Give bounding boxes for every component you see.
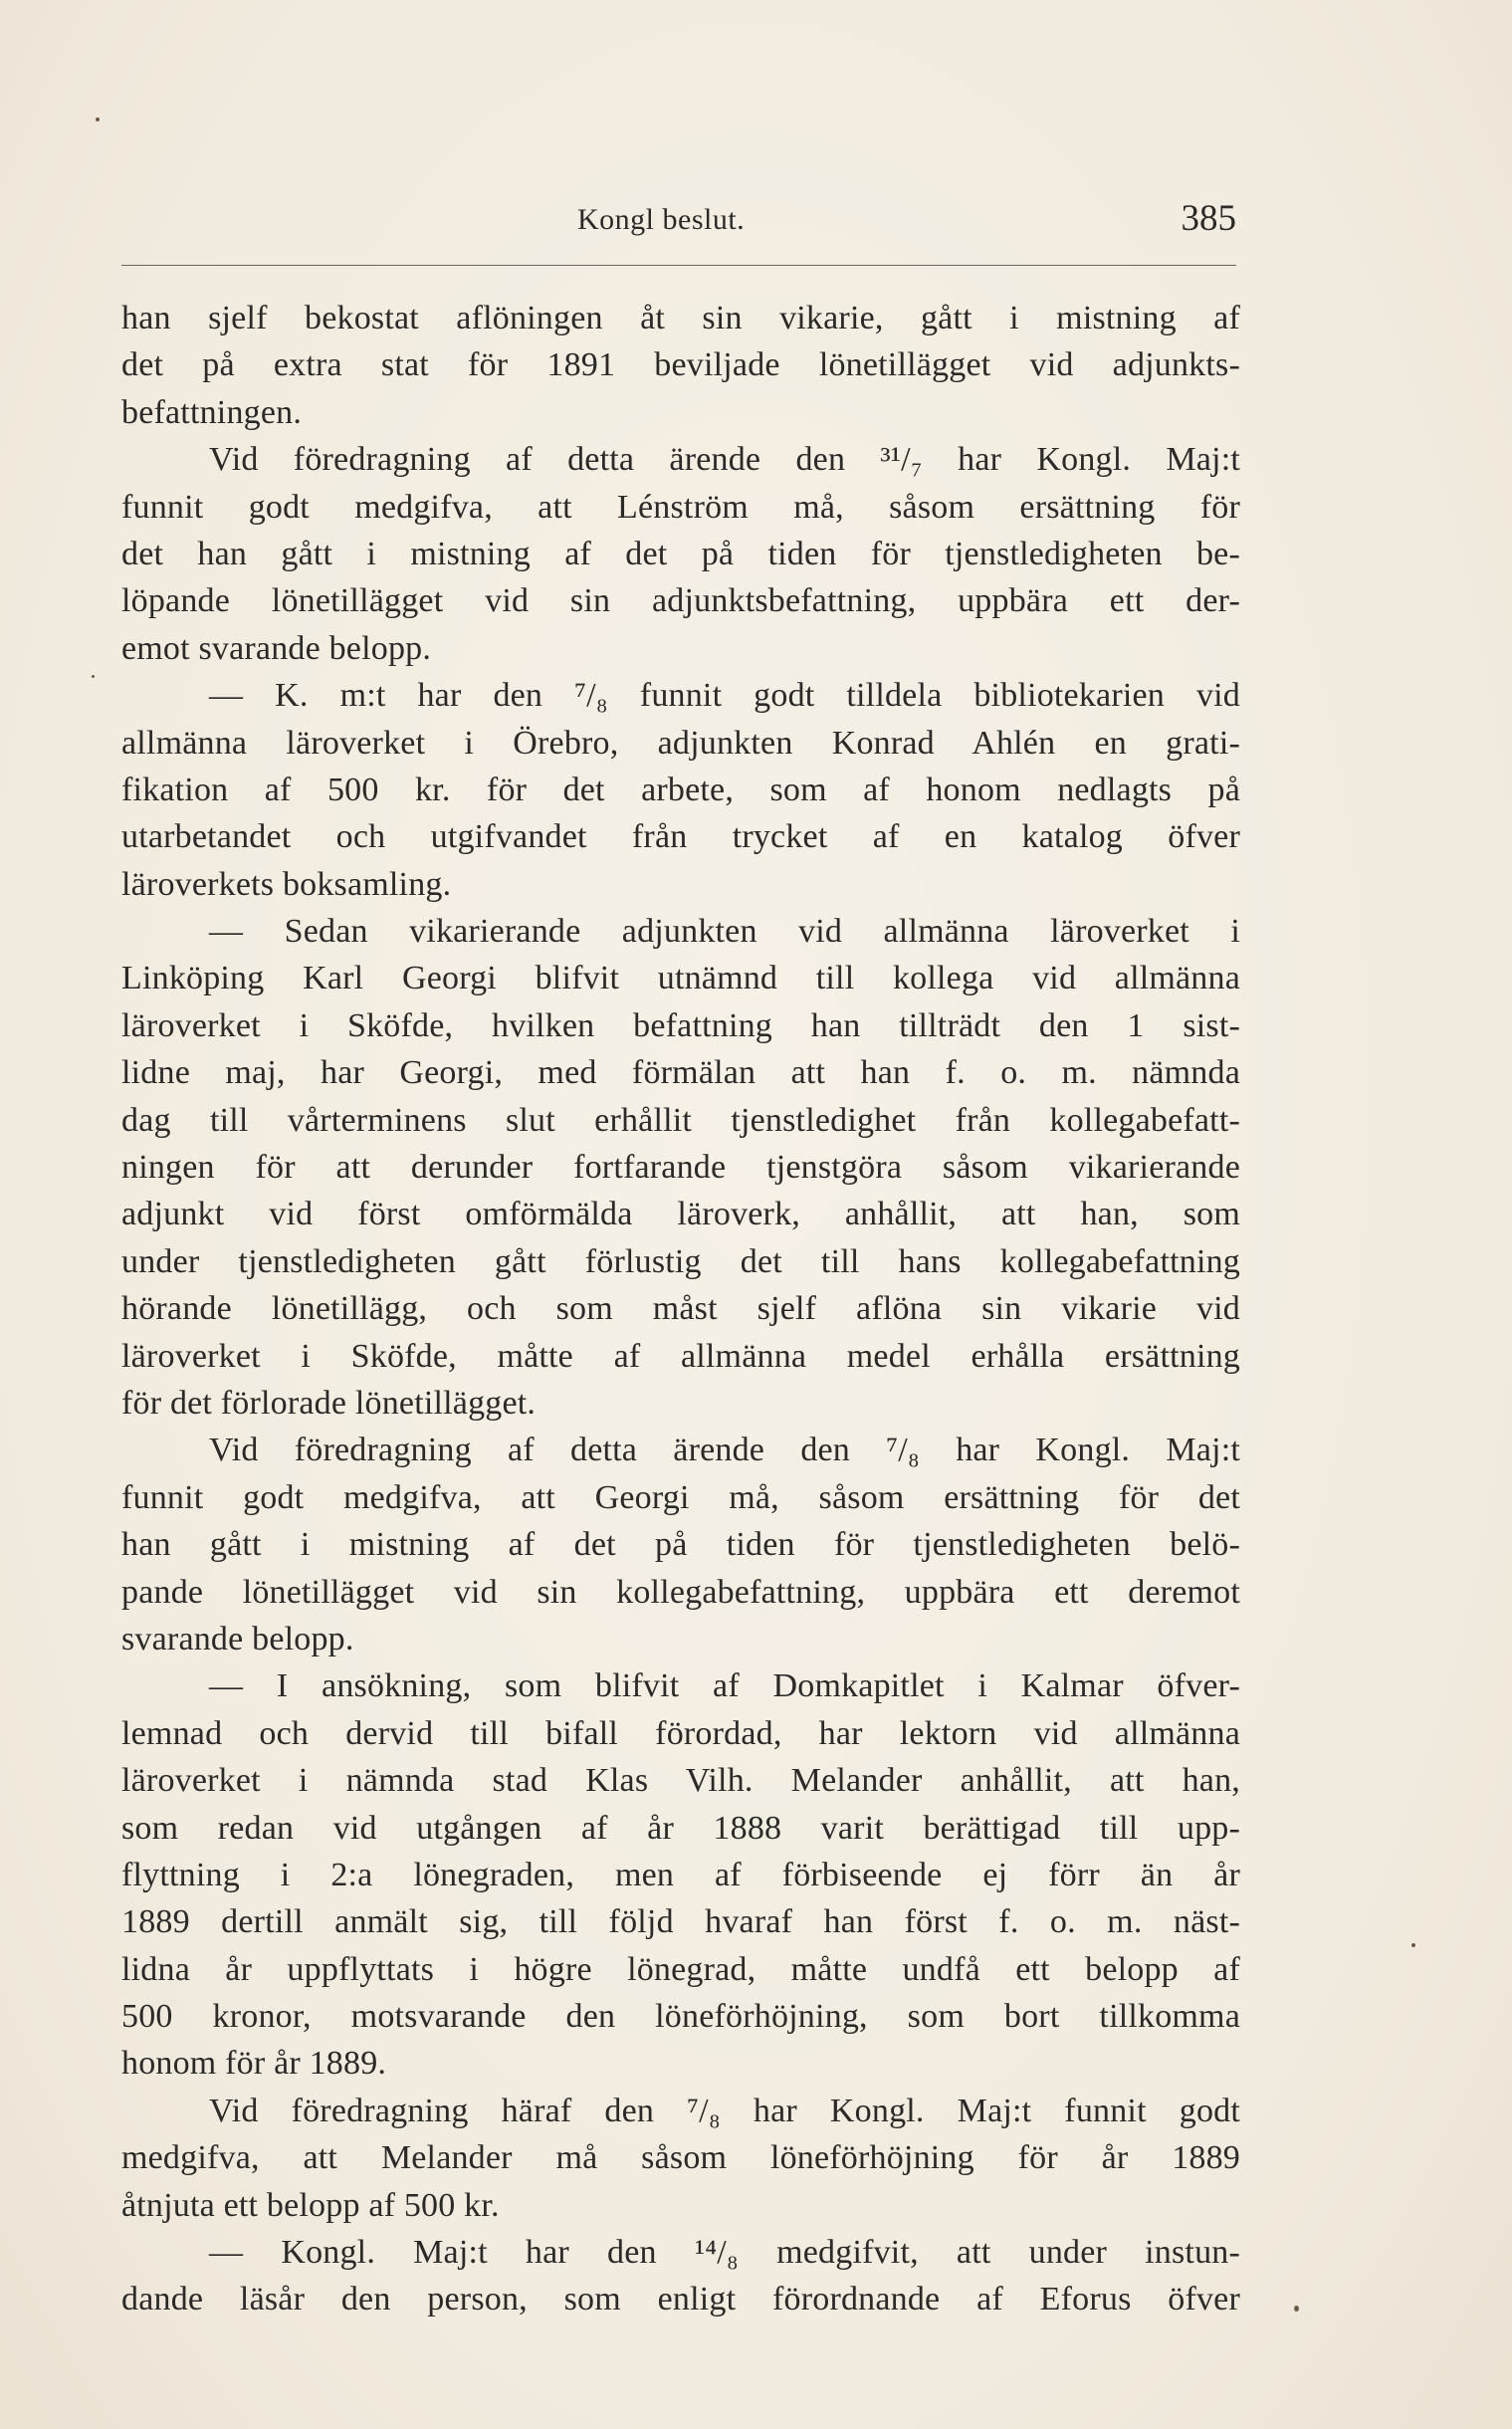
paper-speck	[92, 675, 95, 678]
text-line: 500 kronor, motsvarande den löneförhöjning, som bort tillkomma	[121, 1998, 1240, 2036]
text-line: — Sedan vikarierande adjunkten vid allmänna läroverket i	[209, 913, 1240, 951]
text-line: för det förlorade lönetillägget.	[121, 1384, 537, 1422]
page-number: 385	[1181, 198, 1236, 239]
text-line: medgifva, att Melander må såsom löneförhöjning för år 1889	[121, 2139, 1240, 2177]
text-line: befattningen.	[121, 393, 303, 431]
text-line: Vid föredragning af detta ärende den ³¹/₇ har Kongl. Maj:t	[209, 441, 1240, 479]
text-line: adjunkt vid först omförmälda läroverk, anhållit, att han, som	[121, 1196, 1240, 1233]
text-line: dande läsår den person, som enligt förordnande af Eforus öfver	[121, 2281, 1240, 2319]
text-line: läroverket i Sköfde, måtte af allmänna medel erhålla ersättning	[121, 1337, 1240, 1375]
running-head	[121, 197, 1236, 257]
text-line: ningen för att derunder fortfarande tjenstgöra såsom vikarierande	[121, 1149, 1240, 1187]
text-line: löpande lönetillägget vid sin adjunktsbefattning, uppbära ett der-	[121, 582, 1240, 620]
text-line: — K. m:t har den ⁷/₈ funnit godt tilldela bibliotekarien vid	[209, 677, 1240, 715]
text-line: läroverket i Sköfde, hvilken befattning han tillträdt den 1 sist-	[121, 1006, 1240, 1044]
text-line: dag till vårterminens slut erhållit tjenstledighet från kollegabefatt-	[121, 1101, 1240, 1139]
text-line: honom för år 1889.	[121, 2045, 387, 2083]
body-text	[121, 295, 1240, 2323]
text-line: läroverket i nämnda stad Klas Vilh. Melander anhållit, att han,	[121, 1762, 1240, 1800]
text-line: flyttning i 2:a lönegraden, men af förbiseende ej förr än år	[121, 1856, 1240, 1893]
text-line: han gått i mistning af det på tiden för tjenstledigheten belö-	[121, 1526, 1240, 1564]
text-line: funnit godt medgifva, att Georgi må, såsom ersättning för det	[121, 1478, 1240, 1516]
text-line: — Kongl. Maj:t har den ¹⁴/₈ medgifvit, att under instun-	[209, 2234, 1240, 2272]
text-line: hörande lönetillägg, och som måst sjelf aflöna sin vikarie vid	[121, 1290, 1240, 1328]
text-line: 1889 dertill anmält sig, till följd hvaraf han först f. o. m. näst-	[121, 1903, 1240, 1941]
text-line: svarande belopp.	[121, 1620, 354, 1657]
text-line: som redan vid utgången af år 1888 varit berättigad till upp-	[121, 1809, 1240, 1847]
text-line: Linköping Karl Georgi blifvit utnämnd till kollega vid allmänna	[121, 960, 1240, 997]
running-title: Kongl beslut.	[577, 203, 746, 236]
text-line: emot svarande belopp.	[121, 629, 432, 667]
header-rule	[121, 265, 1236, 266]
text-line: lidna år uppflyttats i högre lönegrad, måtte undfå ett belopp af	[121, 1950, 1240, 1988]
text-line: fikation af 500 kr. för det arbete, som af honom nedlagts på	[121, 771, 1240, 808]
text-line: Vid föredragning häraf den ⁷/₈ har Kongl. Maj:t funnit godt	[209, 2092, 1240, 2129]
text-line: han sjelf bekostat aflöningen åt sin vikarie, gått i mistning af	[121, 300, 1240, 336]
paper-speck	[1294, 2306, 1299, 2312]
text-line: allmänna läroverket i Örebro, adjunkten Konrad Ahlén en grati-	[121, 724, 1240, 762]
text-line: — I ansökning, som blifvit af Domkapitlet i Kalmar öfver-	[209, 1667, 1240, 1705]
text-line: under tjenstledigheten gått förlustig det till hans kollegabefattning	[121, 1242, 1240, 1280]
text-line: läroverkets boksamling.	[121, 865, 452, 903]
text-line: lidne maj, har Georgi, med förmälan att han f. o. m. nämnda	[121, 1054, 1240, 1092]
text-line: det han gått i mistning af det på tiden för tjenstledigheten be-	[121, 535, 1240, 572]
text-line: pande lönetillägget vid sin kollegabefattning, uppbära ett deremot	[121, 1573, 1240, 1611]
paper-speck	[96, 117, 100, 121]
text-line: åtnjuta ett belopp af 500 kr.	[121, 2186, 500, 2224]
text-line: utarbetandet och utgifvandet från trycket af en katalog öfver	[121, 818, 1240, 856]
text-line: lemnad och dervid till bifall förordad, har lektorn vid allmänna	[121, 1714, 1240, 1752]
text-line: Vid föredragning af detta ärende den ⁷/₈ har Kongl. Maj:t	[209, 1432, 1240, 1469]
text-line: funnit godt medgifva, att Lénström må, såsom ersättning för	[121, 488, 1240, 526]
paper-speck	[1411, 1943, 1415, 1947]
text-line: det på extra stat för 1891 beviljade lönetillägget vid adjunkts-	[121, 346, 1240, 384]
